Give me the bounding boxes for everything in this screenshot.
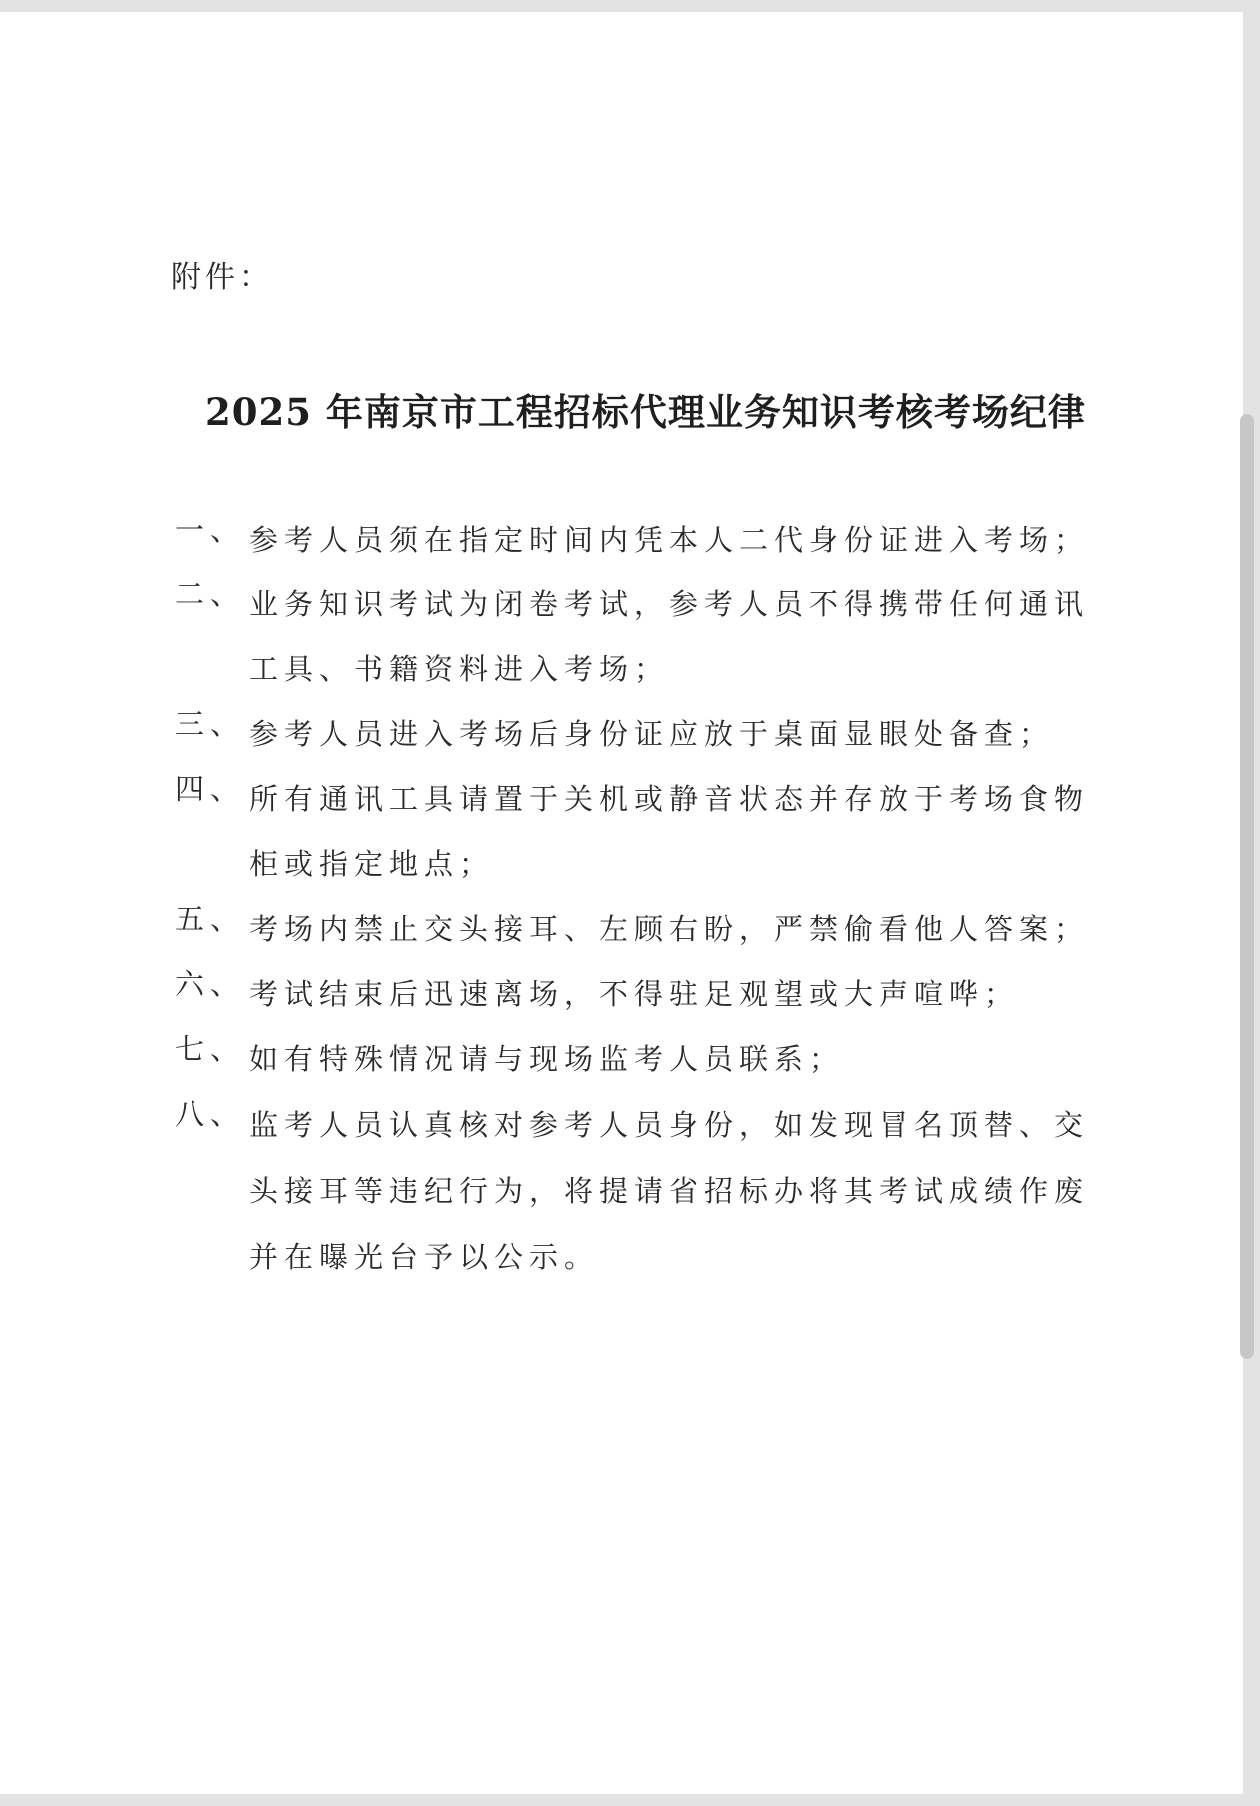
rule-text: 参考人员进入考场后身份证应放于桌面显眼处备查； xyxy=(249,717,1055,751)
attachment-label: 附件： xyxy=(171,260,273,295)
document-title: 2025 年南京市工程招标代理业务知识考核考场纪律 xyxy=(205,390,1086,434)
rule-text: 考场内禁止交头接耳、左顾右盼，严禁偷看他人答案； xyxy=(249,912,1090,946)
rule-number: 七、 xyxy=(175,1032,246,1066)
rule-text: 考试结束后迅速离场，不得驻足观望或大声喧哗； xyxy=(249,977,1020,1011)
rule-item-8 xyxy=(175,1092,1095,1290)
rule-number: 八、 xyxy=(175,1097,246,1131)
rule-number: 一、 xyxy=(175,513,246,547)
rule-item-5 xyxy=(175,897,1095,962)
rule-text: 参考人员须在指定时间内凭本人二代身份证进入考场； xyxy=(249,523,1090,557)
rule-text: 监考人员认真核对参考人员身份，如发现冒名顶替、交头接耳等违纪行为，将提请省招标办将其考试成绩作废并在曝光台予以公示。 xyxy=(249,1108,1090,1274)
rule-number: 六、 xyxy=(175,967,246,1001)
rule-item-4 xyxy=(175,767,1095,897)
document-page xyxy=(0,12,1243,1794)
rule-number: 二、 xyxy=(175,577,246,611)
rule-item-3 xyxy=(175,702,1095,767)
rule-item-1 xyxy=(175,508,1095,573)
rule-item-6 xyxy=(175,962,1095,1027)
rule-text: 业务知识考试为闭卷考试，参考人员不得携带任何通讯工具、书籍资料进入考场； xyxy=(249,587,1090,686)
rule-item-2 xyxy=(175,572,1095,702)
rule-item-7 xyxy=(175,1027,1095,1092)
rule-text: 如有特殊情况请与现场监考人员联系； xyxy=(249,1042,845,1076)
rule-number: 五、 xyxy=(175,902,246,936)
vertical-scrollbar[interactable] xyxy=(1240,414,1254,1359)
rule-number: 四、 xyxy=(175,772,246,806)
rule-number: 三、 xyxy=(175,707,246,741)
rule-text: 所有通讯工具请置于关机或静音状态并存放于考场食物柜或指定地点； xyxy=(249,782,1090,881)
